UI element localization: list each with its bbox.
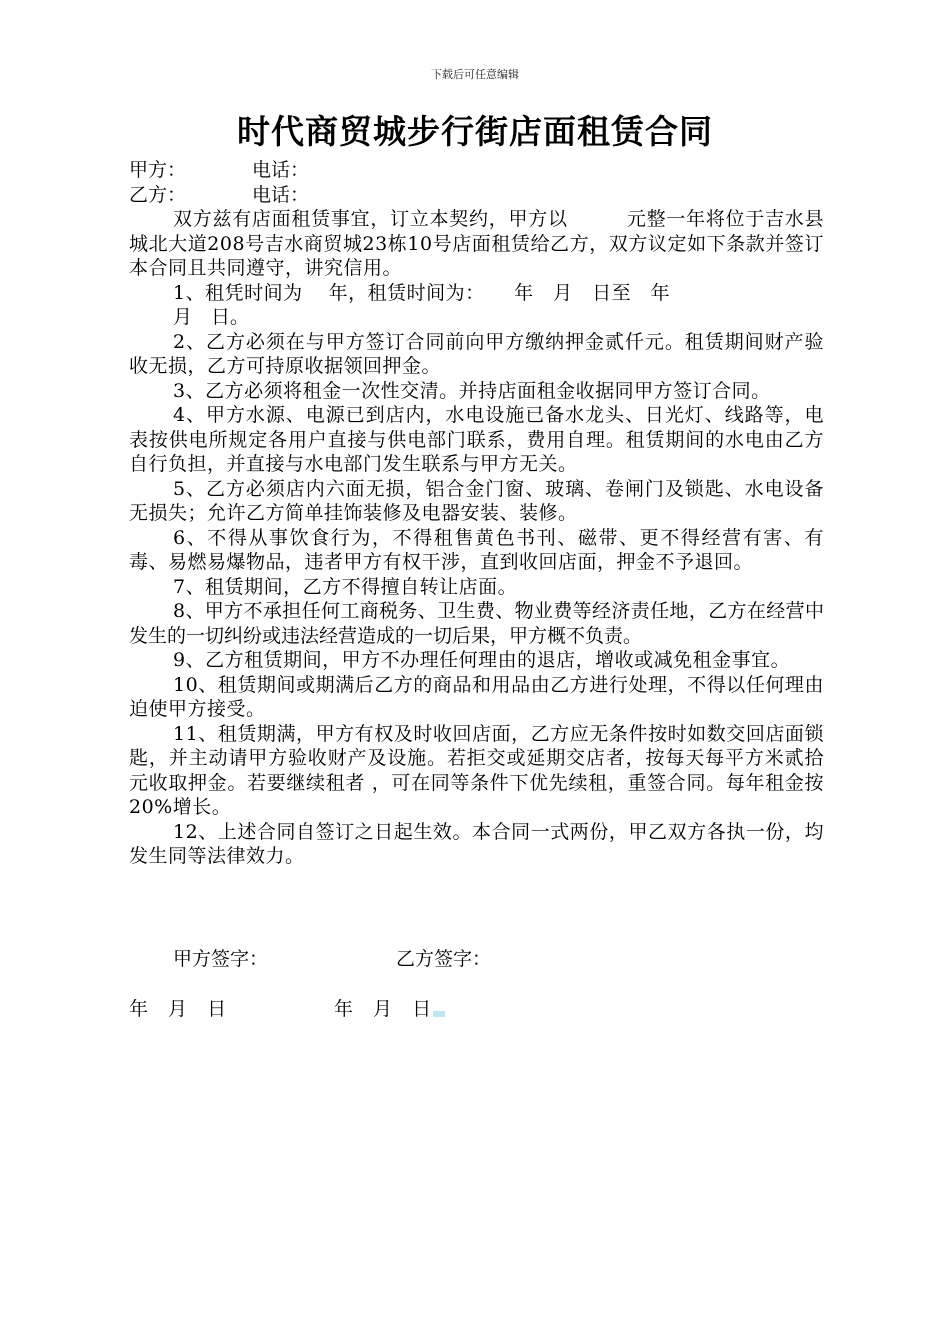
party-b-signature: 乙方签字： bbox=[396, 948, 492, 970]
party-a-row bbox=[129, 158, 824, 183]
party-a-date: 年 月 日 bbox=[129, 998, 227, 1020]
term-6: 6、不得从事饮食行为，不得租售黄色书刊、磁带、更不得经营有害、有毒、易燃易爆物品，违者甲方有权干涉，直到收回店面，押金不予退回。 bbox=[129, 526, 824, 573]
term-1: 1、租凭时间为 年，租赁时间为： 年 月 日至 年 bbox=[173, 281, 671, 304]
term-9: 9、乙方租赁期间，甲方不办理任何理由的退店，增收或减免租金事宜。 bbox=[173, 649, 791, 671]
text-cursor-marker bbox=[433, 1011, 445, 1017]
term-11: 11、租赁期满，甲方有权及时收回店面，乙方应无条件按时如数交回店面锁匙，并主动请甲方验收财产及设施。若拒交或延期交店者，按每天每平方米贰拾元收取押金。若要继续租者 ，可在同等条件下优先续租，重签合同。每年租金按20%增长。 bbox=[129, 722, 824, 818]
term-10: 10、租赁期间或期满后乙方的商品和用品由乙方进行处理，不得以任何理由迫使甲方接受。 bbox=[129, 673, 824, 720]
party-a-phone: 电话： bbox=[252, 159, 310, 181]
party-b-date-wrap bbox=[334, 997, 445, 1021]
contract-body bbox=[129, 158, 824, 869]
document-title: 时代商贸城步行街店面租赁合同 bbox=[237, 112, 713, 151]
term-8: 8、甲方不承担任何工商税务、卫生费、物业费等经济责任地，乙方在经营中发生的一切纠纷或违法经营造成的一切后果，甲方概不负责。 bbox=[129, 600, 824, 647]
term-2: 2、乙方必须在与甲方签订合同前向甲方缴纳押金贰仟元。租赁期间财产验收无损，乙方可持原收据领回押金。 bbox=[129, 330, 824, 377]
header-note: 下载后可任意编辑 bbox=[431, 68, 519, 81]
party-b-label: 乙方： bbox=[129, 183, 187, 206]
intro-paragraph: 双方兹有店面租赁事宜，订立本契约，甲方以 元整一年将位于吉水县城北大道208号吉水商贸城23栋10号店面租赁给乙方，双方议定如下条款并签订本合同且共同遵守，讲究信用。 bbox=[129, 208, 824, 279]
term-3: 3、乙方必须将租金一次性交清。并持店面租金收据同甲方签订合同。 bbox=[173, 379, 771, 402]
party-b-phone: 电话： bbox=[252, 183, 310, 206]
party-a-signature: 甲方签字： bbox=[173, 948, 269, 970]
term-4: 4、甲方水源、电源已到店内，水电设施已备水龙头、日光灯、线路等，电表按供电所规定各用户直接与供电部门联系，费用自理。租赁期间的水电由乙方自行负担，并直接与水电部门发生联系与甲方无关。 bbox=[129, 404, 824, 475]
term-12: 12、上述合同自签订之日起生效。本合同一式两份，甲乙双方各执一份，均发生同等法律效力。 bbox=[129, 820, 824, 867]
party-b-row bbox=[129, 183, 824, 208]
party-a-label: 甲方： bbox=[129, 159, 187, 181]
term-7: 7、租赁期间，乙方不得擅自转让店面。 bbox=[173, 575, 518, 598]
party-b-date: 年 月 日 bbox=[334, 998, 432, 1020]
term-1-continued: 月 日。 bbox=[173, 306, 250, 328]
term-5: 5、乙方必须店内六面无损，铝合金门窗、玻璃、卷闸门及锁匙、水电设备无损失；允许乙方简单挂饰装修及电器安装、装修。 bbox=[129, 477, 824, 524]
